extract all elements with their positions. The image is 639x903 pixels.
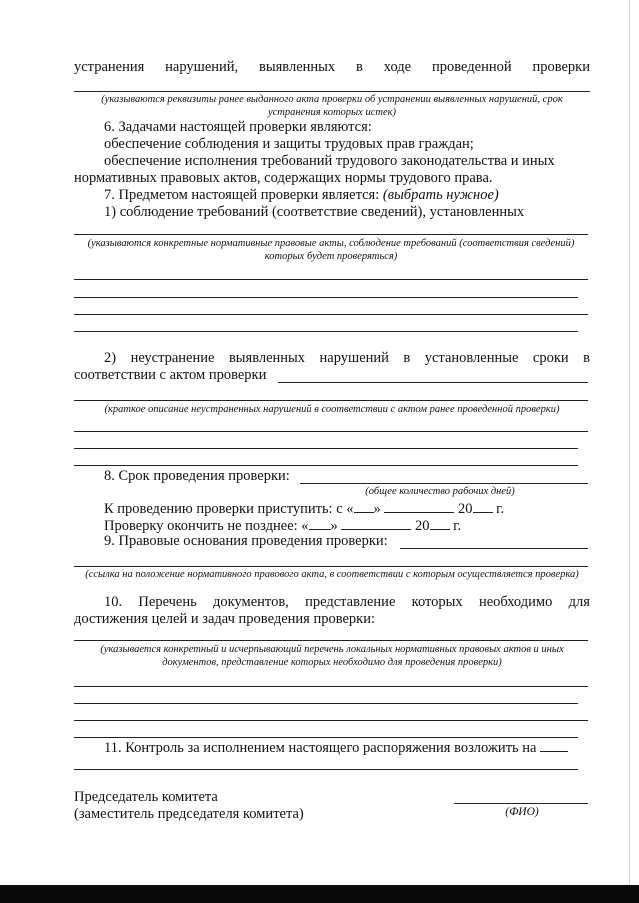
fill-line[interactable]: [74, 331, 578, 332]
s10-word: необходимо: [478, 594, 553, 610]
p2-word: выявленных: [228, 350, 306, 366]
fill-line[interactable]: [74, 465, 578, 466]
fill-line[interactable]: [74, 234, 588, 235]
top-word: проведенной: [431, 59, 512, 75]
top-word: проверки: [532, 59, 590, 75]
start-day-field[interactable]: [354, 499, 374, 513]
p2-word: неустранение: [130, 350, 215, 366]
top-word: нарушений,: [165, 59, 239, 75]
start-year: 20: [458, 501, 473, 517]
fill-line[interactable]: [74, 703, 578, 704]
top-word: ходе: [383, 59, 412, 75]
s10-word: документов,: [213, 594, 289, 610]
section-8-title: 8. Срок проведения проверки:: [104, 468, 290, 484]
end-year: 20: [415, 518, 430, 534]
fill-line[interactable]: [74, 566, 588, 567]
end-close: »: [330, 518, 338, 534]
p2-word: 2): [104, 350, 117, 366]
section-7-point-2-note: (краткое описание неустраненных нарушений в соответствии с актом ранее проведенной проверки): [104, 404, 560, 415]
section-7-point-1-note: (указываются конкретные нормативные правовые акты, соблюдение требований (соответствия сведений) которых будет проверяться): [87, 238, 575, 262]
s10-word: представление: [305, 594, 396, 610]
end-label: Проверку окончить не позднее: «: [104, 518, 309, 534]
section-7-title-text: 7. Предметом настоящей проверки является:: [104, 187, 380, 203]
fill-line[interactable]: [300, 483, 588, 484]
fill-line[interactable]: [74, 91, 590, 92]
fill-line[interactable]: [74, 297, 578, 298]
p2-word: нарушений: [319, 350, 389, 366]
fill-line[interactable]: [278, 382, 588, 383]
top-sentence: [74, 59, 590, 76]
section-9-note: (ссылка на положение нормативного правового акта, в соответствии с которым осуществляется проверка): [85, 569, 579, 580]
section-11-field[interactable]: [540, 738, 568, 752]
fill-line[interactable]: [74, 686, 588, 687]
section-6-title: 6. Задачами настоящей проверки являются:: [104, 119, 372, 135]
s10-word: которых: [411, 594, 463, 610]
scan-bottom-bar: [0, 885, 639, 903]
scan-edge: [629, 0, 630, 885]
s10-word: Перечень: [138, 594, 197, 610]
section-10-title: [104, 594, 590, 611]
top-word: в: [356, 59, 363, 75]
fill-line[interactable]: [74, 431, 588, 432]
fill-line[interactable]: [74, 279, 588, 280]
fill-line[interactable]: [74, 640, 588, 641]
section-7-point-2-line-2: соответствии с актом проверки: [74, 367, 267, 383]
end-suffix: г.: [453, 518, 462, 534]
top-word: устранения: [74, 59, 145, 75]
fill-line[interactable]: [74, 448, 578, 449]
start-suffix: г.: [496, 501, 505, 517]
start-year-field[interactable]: [473, 499, 493, 513]
section-7-point-1: 1) соблюдение требований (соответствие сведений), установленных: [104, 204, 525, 220]
p2-word: сроки: [532, 350, 569, 366]
section-7-hint: (выбрать нужное): [382, 187, 499, 203]
section-11-label: 11. Контроль за исполнением настоящего распоряжения возложить на: [104, 740, 537, 756]
section-6-item-2: обеспечение исполнения требований трудового законодательства и иных: [104, 153, 555, 169]
start-close: »: [373, 501, 381, 517]
end-year-field[interactable]: [430, 516, 450, 530]
s10-word: 10.: [104, 594, 123, 610]
fill-line[interactable]: [74, 720, 588, 721]
section-6-item-2-cont: нормативных правовых актов, содержащих нормы трудового права.: [74, 170, 493, 186]
p2-word: установленные: [424, 350, 519, 366]
signature-position: Председатель комитета: [74, 789, 218, 805]
signature-position-alt: (заместитель председателя комитета): [74, 806, 304, 822]
section-8-note: (общее количество рабочих дней): [365, 486, 515, 497]
fill-line[interactable]: [74, 314, 588, 315]
section-11-text: [104, 738, 568, 757]
s10-word: для: [568, 594, 590, 610]
p2-word: в: [583, 350, 590, 366]
section-10-line-2: достижения целей и задач проведения проверки:: [74, 611, 375, 627]
signature-line[interactable]: [454, 803, 588, 804]
fill-line[interactable]: [400, 548, 588, 549]
start-month-field[interactable]: [384, 499, 454, 513]
section-6-item-1: обеспечение соблюдения и защиты трудовых прав граждан;: [104, 136, 474, 152]
top-note: (указываются реквизиты ранее выданного акта проверки об устранении выявленных нарушений, срок устранения которых истек): [101, 94, 563, 118]
start-label: К проведению проверки приступить: с «: [104, 501, 354, 517]
section-7-point-2: [104, 350, 590, 367]
p2-word: в: [403, 350, 411, 366]
fill-line[interactable]: [74, 400, 588, 401]
signature-fio: (ФИО): [505, 806, 539, 818]
section-10-note: (указывается конкретный и исчерпывающий перечень локальных нормативных правовых актов и иных документов, представление которых необходимо для проведения проверки): [100, 644, 564, 668]
end-month-field[interactable]: [341, 516, 411, 530]
section-9-title: 9. Правовые основания проведения проверки:: [104, 533, 388, 549]
end-day-field[interactable]: [309, 516, 331, 530]
top-word: выявленных: [259, 59, 336, 75]
section-7-title: [104, 187, 499, 204]
fill-line[interactable]: [74, 769, 578, 770]
